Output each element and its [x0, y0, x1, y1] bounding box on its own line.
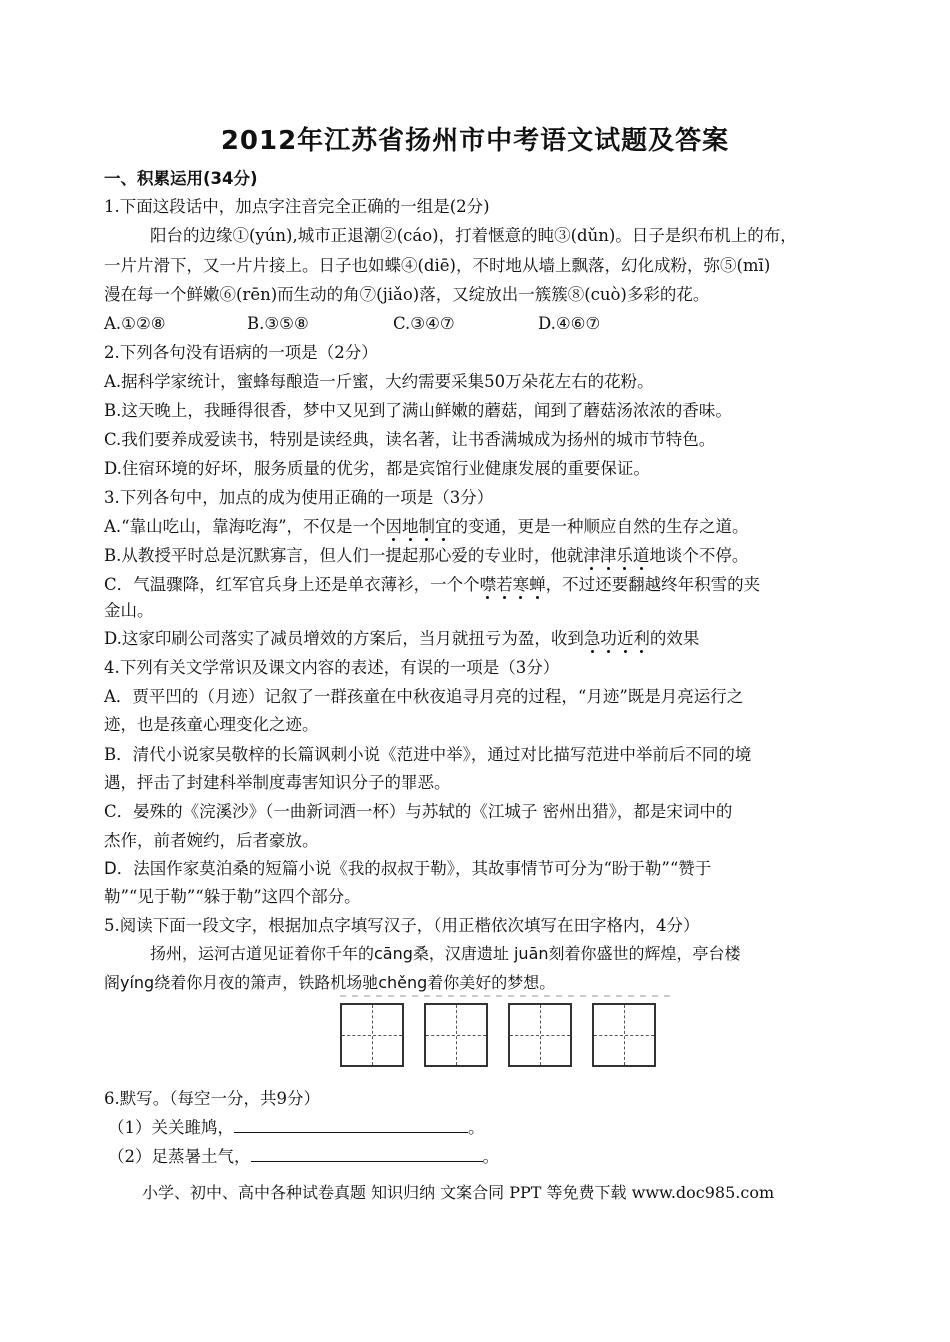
- q6-item-1-text: （1）关关雎鸠，: [108, 1118, 234, 1137]
- q1-passage-line-2: 一片片滑下，又一片片接上。日子也如蝶④(diē)，不时地从墙上飘落，幻化成粉，弥⑤(mī): [104, 256, 771, 275]
- q4-option-b-line-1: B．清代小说家吴敬梓的长篇讽刺小说《范进中举》，通过对比描写范进中举前后不同的境: [104, 745, 752, 764]
- tian-grid-cell-2[interactable]: [424, 1003, 488, 1067]
- dotted-char: 乐: [616, 546, 633, 565]
- dotted-char: 噤: [479, 575, 497, 594]
- scan-artifact: [340, 995, 670, 997]
- q3-d-pre: D.这家印刷公司落实了减员增效的方案后，当月就扭亏为盈，收到: [104, 629, 584, 648]
- dotted-char: 利: [633, 629, 650, 648]
- footer-note: 小学、初中、高中各种试卷真题 知识归纳 文案合同 PPT 等免费下载 www.doc985.com: [142, 1183, 775, 1202]
- q5-passage-line-2: 阁yíng绕着你月夜的箫声，铁路机场驰chěng着你美好的梦想。: [104, 973, 556, 992]
- dotted-char: 津: [583, 546, 600, 565]
- dotted-char: 津: [599, 546, 617, 565]
- q4-option-d-line-2: 勒”“见于勒”“躲于勒”这四个部分。: [104, 887, 361, 906]
- dotted-char: 若: [496, 575, 513, 594]
- q6-answer-blank-2[interactable]: [251, 1145, 483, 1162]
- q2-option-c: C.我们要养成爱读书，特别是读经典，读名著，让书香满城成为扬州的城市节特色。: [104, 430, 716, 449]
- q3-option-c-line-2: 金山。: [104, 601, 154, 620]
- q4-option-a-line-2: 迹，也是孩童心理变化之迹。: [104, 715, 319, 734]
- q1-passage-line-1: 阳台的边缘①(yún),城市正退潮②(cáo)，打着惬意的盹③(dǔn)。日子是织布机上的布，: [150, 226, 797, 245]
- q3-c-pre: C．气温骤降，红军官兵身上还是单衣薄衫，一个个: [104, 575, 480, 594]
- section-heading: 一、积累运用(34分): [104, 169, 258, 188]
- q3-option-d: [104, 628, 699, 650]
- q6-item-2-text: （2）足蒸暑土气，: [108, 1147, 251, 1166]
- dotted-char: 急: [583, 629, 601, 648]
- q4-option-a-line-1: A．贾平凹的（月迹）记叙了一群孩童在中秋夜追寻月亮的过程，“月迹”既是月亮运行之: [104, 687, 744, 706]
- q1-stem: 1.下面这段话中，加点字注音完全正确的一组是(2分): [104, 197, 490, 216]
- tian-grid-cell-3[interactable]: [508, 1003, 572, 1067]
- q4-option-d-line-1: [104, 858, 711, 880]
- dotted-char: 因: [385, 517, 403, 536]
- q3-option-b: [104, 545, 748, 567]
- q1-option-c: C.③④⑦: [393, 314, 455, 333]
- q3-d-post: 的效果: [649, 629, 700, 648]
- tian-grid-row: [340, 1003, 670, 1071]
- q3-a-post: 的变通，更是一种顺应自然的生存之道。: [451, 517, 749, 536]
- page-title: 2012年江苏省扬州市中考语文试题及答案: [220, 126, 730, 156]
- q4-option-b-line-2: 遇，抨击了封建科举制度毒害知识分子的罪恶。: [104, 773, 451, 792]
- dotted-char: 寒: [512, 575, 530, 594]
- q1-option-b: B.③⑤⑧: [247, 314, 309, 333]
- q3-c-post: ，不过还要翻越终年积雪的夹: [545, 575, 761, 594]
- q6-item-2-end: 。: [482, 1147, 499, 1166]
- q1-passage-line-3: 漫在每一个鲜嫩⑥(rēn)而生动的角⑦(jiǎo)落，又绽放出一簇簇⑧(cuò)多彩的花。: [104, 285, 710, 304]
- q3-option-a: [104, 516, 749, 538]
- dotted-char: 蝉: [529, 575, 546, 594]
- q2-stem: 2.下列各句没有语病的一项是（2分）: [104, 343, 378, 362]
- dotted-char: 地: [402, 517, 419, 536]
- q4-option-c-line-2: 杰作，前者婉约，后者豪放。: [104, 831, 319, 850]
- q3-c-idiom: [480, 575, 546, 594]
- q2-option-b: B.这天晚上，我睡得很香，梦中又见到了满山鲜嫩的蘑菇，闻到了蘑菇汤浓浓的香味。: [104, 401, 732, 420]
- q6-stem: 6.默写。（每空一分，共9分）: [104, 1089, 320, 1108]
- dotted-char: 近: [616, 629, 634, 648]
- q3-a-idiom: [386, 517, 452, 536]
- tian-grid-cell-1[interactable]: [340, 1003, 404, 1067]
- q4-option-c-line-1: C．晏殊的《浣溪沙》（一曲新词酒一杯）与苏轼的《江城子 密州出猎》，都是宋词中的: [104, 802, 733, 821]
- q2-option-d: D.住宿环境的好坏，服务质量的优劣，都是宾馆行业健康发展的重要保证。: [104, 459, 650, 478]
- q1-option-a: A.①②⑧: [104, 314, 166, 333]
- dotted-char: 功: [600, 629, 617, 648]
- q5-stem: 5.阅读下面一段文字，根据加点字填写汉子，（用正楷依次填写在田字格内，4分）: [104, 916, 700, 935]
- q4-stem: 4.下列有关文学常识及课文内容的表述，有误的一项是（3分）: [104, 658, 560, 677]
- dotted-char: 道: [632, 546, 650, 565]
- q3-b-idiom: [583, 546, 649, 565]
- q3-stem: 3.下列各句中，加点的成为使用正确的一项是（3分）: [104, 488, 494, 507]
- dotted-char: 宜: [435, 517, 452, 536]
- q2-option-a: A.据科学家统计，蜜蜂每酿造一斤蜜，大约需要采集50万朵花左右的花粉。: [104, 372, 654, 391]
- tian-grid-cell-4[interactable]: [592, 1003, 656, 1067]
- q6-item-1-end: 。: [468, 1118, 485, 1137]
- q4-d-text: ．法国作家莫泊桑的短篇小说《我的叔叔于勒》，其故事情节可分为“盼于勒”“赞于: [116, 859, 712, 878]
- q3-a-pre: A.“靠山吃山，靠海吃海”，不仅是一个: [104, 517, 386, 536]
- q1-option-d: D.④⑥⑦: [538, 314, 601, 333]
- q6-item-1: [108, 1116, 485, 1139]
- q3-d-idiom: [584, 629, 650, 648]
- q3-b-post: 地谈个不停。: [649, 546, 749, 565]
- q5-passage-line-1: 扬州，运河古道见证着你千年的cāng桑，汉唐遗址 juān刻着你盛世的辉煌，亭台楼: [150, 944, 741, 963]
- dotted-char: 制: [418, 517, 436, 536]
- q6-item-2: [108, 1145, 499, 1168]
- q4-d-letter: D: [104, 859, 117, 878]
- q6-answer-blank-1[interactable]: [234, 1116, 468, 1133]
- q3-b-pre: B.从教授平时总是沉默寡言，但人们一提起那心爱的专业时，他就: [104, 546, 584, 565]
- q3-option-c: [104, 574, 760, 596]
